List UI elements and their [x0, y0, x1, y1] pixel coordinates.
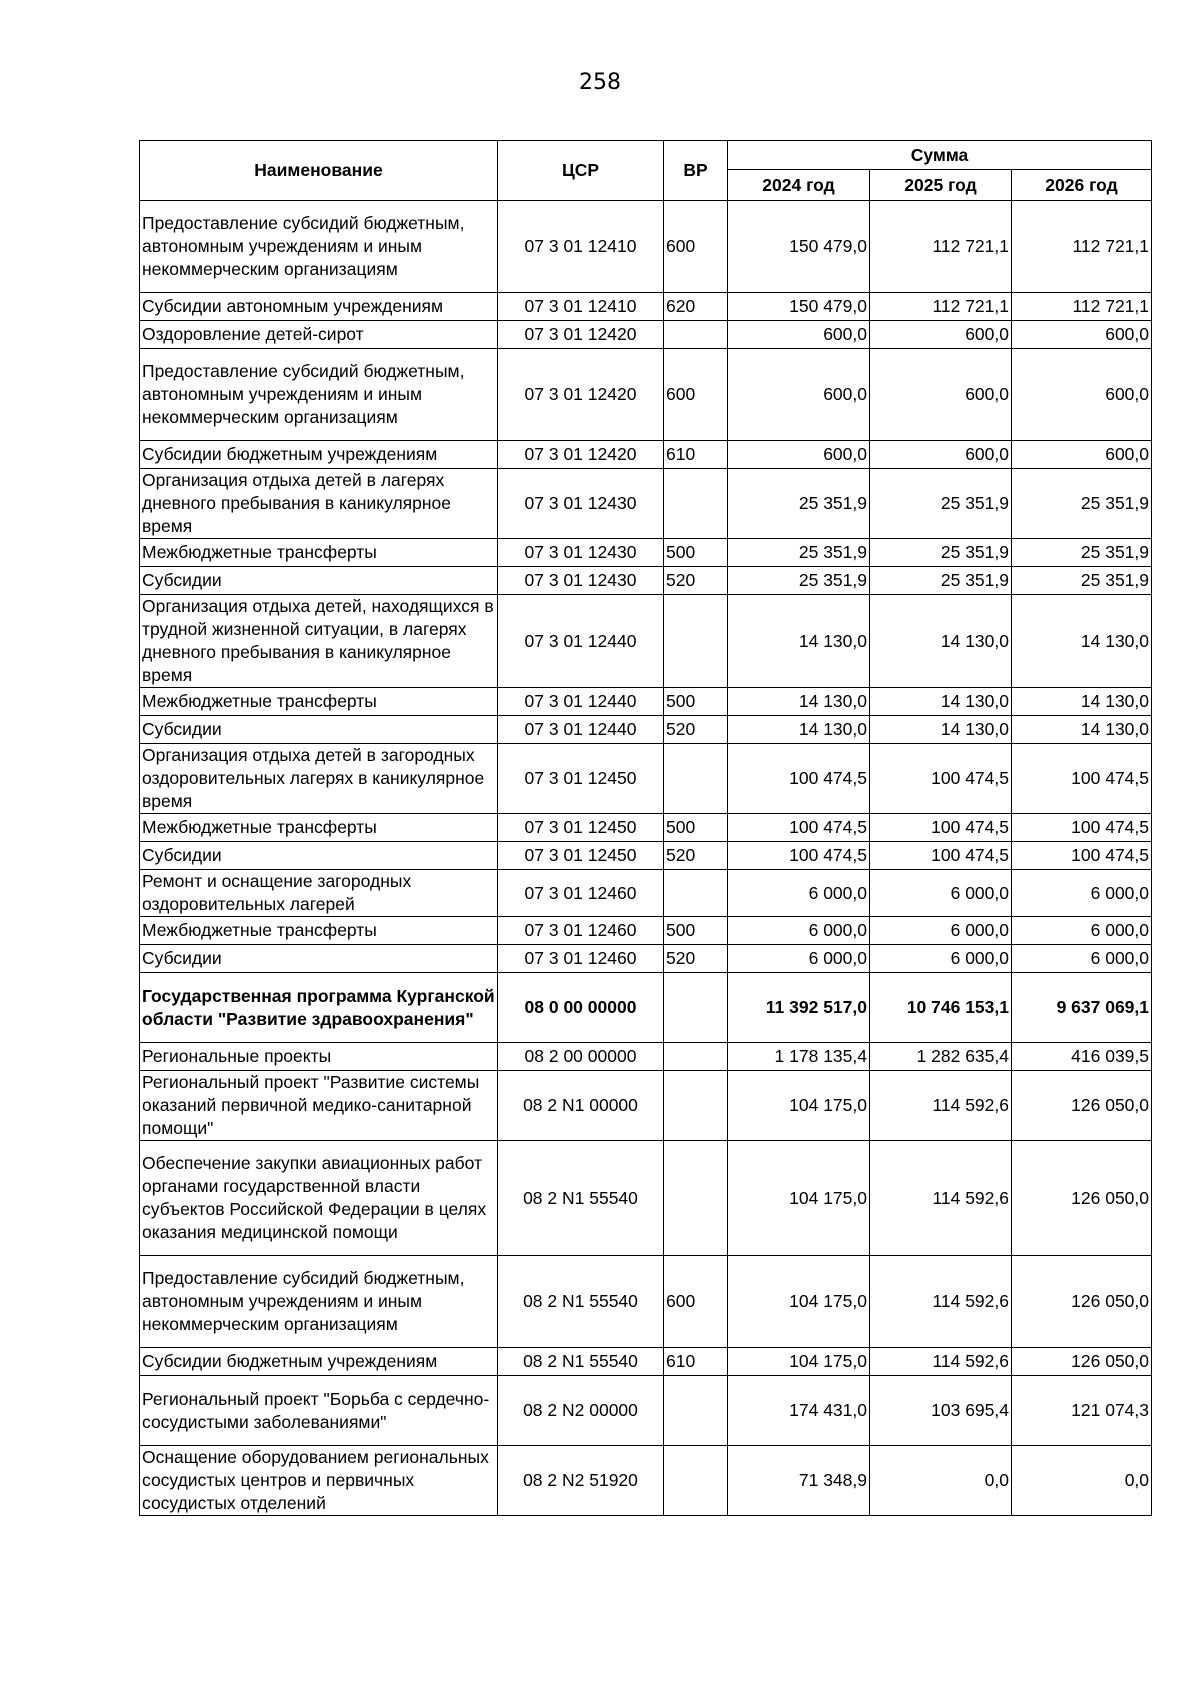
row-amount-2025-cell: 114 592,6	[870, 1141, 1012, 1256]
row-vr-cell	[664, 321, 728, 349]
row-amount-2026-cell: 14 130,0	[1012, 595, 1152, 688]
header-year-2025: 2025 год	[870, 170, 1012, 201]
row-amount-2025-cell: 114 592,6	[870, 1348, 1012, 1376]
row-amount-2025-cell: 114 592,6	[870, 1256, 1012, 1348]
row-name-cell: Субсидии бюджетным учреждениям	[140, 1348, 498, 1376]
row-amount-2026-cell: 126 050,0	[1012, 1348, 1152, 1376]
row-amount-2024-cell: 6 000,0	[728, 870, 870, 917]
row-name-cell: Региональный проект "Развитие системы оказаний первичной медико-санитарной помощи"	[140, 1071, 498, 1141]
row-amount-2025-cell: 14 130,0	[870, 595, 1012, 688]
row-amount-2025-cell: 6 000,0	[870, 917, 1012, 945]
row-vr-cell	[664, 870, 728, 917]
row-amount-2025-cell: 25 351,9	[870, 567, 1012, 595]
row-amount-2025-cell: 100 474,5	[870, 842, 1012, 870]
row-amount-2026-cell: 14 130,0	[1012, 716, 1152, 744]
row-vr-cell	[664, 973, 728, 1043]
row-amount-2026-cell: 6 000,0	[1012, 917, 1152, 945]
header-csr: ЦСР	[498, 141, 664, 201]
row-amount-2024-cell: 25 351,9	[728, 539, 870, 567]
row-csr-cell: 07 3 01 12460	[498, 870, 664, 917]
row-csr-cell: 07 3 01 12450	[498, 842, 664, 870]
row-name-cell: Оснащение оборудованием региональных сосудистых центров и первичных сосудистых отделений	[140, 1446, 498, 1516]
row-amount-2025-cell: 100 474,5	[870, 814, 1012, 842]
row-amount-2026-cell: 25 351,9	[1012, 567, 1152, 595]
row-amount-2026-cell: 6 000,0	[1012, 945, 1152, 973]
table-row	[140, 842, 1152, 870]
row-amount-2026-cell: 600,0	[1012, 349, 1152, 441]
header-name: Наименование	[140, 141, 498, 201]
row-csr-cell: 07 3 01 12450	[498, 814, 664, 842]
row-amount-2026-cell: 0,0	[1012, 1446, 1152, 1516]
row-vr-cell: 620	[664, 293, 728, 321]
row-csr-cell: 07 3 01 12430	[498, 567, 664, 595]
row-amount-2026-cell: 600,0	[1012, 441, 1152, 469]
row-amount-2025-cell: 600,0	[870, 441, 1012, 469]
row-amount-2026-cell: 126 050,0	[1012, 1071, 1152, 1141]
row-amount-2026-cell: 100 474,5	[1012, 814, 1152, 842]
table-row	[140, 973, 1152, 1043]
row-amount-2024-cell: 150 479,0	[728, 201, 870, 293]
budget-table	[139, 140, 1152, 1516]
row-csr-cell: 08 2 N2 51920	[498, 1446, 664, 1516]
row-amount-2024-cell: 14 130,0	[728, 688, 870, 716]
row-amount-2026-cell: 112 721,1	[1012, 293, 1152, 321]
row-name-cell: Субсидии автономным учреждениям	[140, 293, 498, 321]
row-amount-2025-cell: 112 721,1	[870, 201, 1012, 293]
row-amount-2025-cell: 114 592,6	[870, 1071, 1012, 1141]
table-row	[140, 716, 1152, 744]
row-amount-2024-cell: 150 479,0	[728, 293, 870, 321]
row-vr-cell: 500	[664, 814, 728, 842]
table-row	[140, 293, 1152, 321]
table-row	[140, 945, 1152, 973]
row-csr-cell: 07 3 01 12440	[498, 688, 664, 716]
table-row	[140, 1043, 1152, 1071]
table-row	[140, 1348, 1152, 1376]
row-amount-2025-cell: 600,0	[870, 321, 1012, 349]
row-name-cell: Организация отдыха детей в лагерях дневного пребывания в каникулярное время	[140, 469, 498, 539]
row-csr-cell: 07 3 01 12460	[498, 917, 664, 945]
row-vr-cell: 500	[664, 539, 728, 567]
table-row	[140, 539, 1152, 567]
row-amount-2025-cell: 14 130,0	[870, 716, 1012, 744]
row-vr-cell: 610	[664, 1348, 728, 1376]
table-row	[140, 814, 1152, 842]
row-name-cell: Оздоровление детей-сирот	[140, 321, 498, 349]
row-amount-2025-cell: 10 746 153,1	[870, 973, 1012, 1043]
row-csr-cell: 07 3 01 12420	[498, 321, 664, 349]
row-amount-2025-cell: 600,0	[870, 349, 1012, 441]
row-csr-cell: 08 2 N1 55540	[498, 1348, 664, 1376]
table-row	[140, 1446, 1152, 1516]
row-amount-2025-cell: 6 000,0	[870, 945, 1012, 973]
row-csr-cell: 08 2 00 00000	[498, 1043, 664, 1071]
row-amount-2024-cell: 600,0	[728, 321, 870, 349]
row-amount-2025-cell: 25 351,9	[870, 539, 1012, 567]
row-name-cell: Субсидии	[140, 842, 498, 870]
row-csr-cell: 07 3 01 12440	[498, 595, 664, 688]
row-csr-cell: 08 0 00 00000	[498, 973, 664, 1043]
header-sum: Сумма	[728, 141, 1152, 170]
row-amount-2024-cell: 100 474,5	[728, 814, 870, 842]
row-name-cell: Субсидии бюджетным учреждениям	[140, 441, 498, 469]
row-vr-cell: 520	[664, 945, 728, 973]
row-amount-2024-cell: 25 351,9	[728, 469, 870, 539]
row-amount-2024-cell: 104 175,0	[728, 1256, 870, 1348]
row-amount-2026-cell: 14 130,0	[1012, 688, 1152, 716]
row-name-cell: Государственная программа Курганской области "Развитие здравоохранения"	[140, 973, 498, 1043]
row-name-cell: Организация отдыха детей, находящихся в трудной жизненной ситуации, в лагерях дневного пребывания в каникулярное время	[140, 595, 498, 688]
row-name-cell: Межбюджетные трансферты	[140, 688, 498, 716]
row-amount-2024-cell: 71 348,9	[728, 1446, 870, 1516]
row-csr-cell: 07 3 01 12450	[498, 744, 664, 814]
row-name-cell: Региональные проекты	[140, 1043, 498, 1071]
row-amount-2026-cell: 25 351,9	[1012, 539, 1152, 567]
row-amount-2026-cell: 416 039,5	[1012, 1043, 1152, 1071]
row-amount-2026-cell: 112 721,1	[1012, 201, 1152, 293]
row-name-cell: Региональный проект "Борьба с сердечно-сосудистыми заболеваниями"	[140, 1376, 498, 1446]
row-amount-2024-cell: 11 392 517,0	[728, 973, 870, 1043]
row-amount-2025-cell: 100 474,5	[870, 744, 1012, 814]
row-csr-cell: 07 3 01 12440	[498, 716, 664, 744]
row-vr-cell: 500	[664, 917, 728, 945]
row-amount-2026-cell: 6 000,0	[1012, 870, 1152, 917]
row-amount-2026-cell: 126 050,0	[1012, 1256, 1152, 1348]
row-vr-cell: 610	[664, 441, 728, 469]
row-amount-2024-cell: 6 000,0	[728, 917, 870, 945]
row-name-cell: Межбюджетные трансферты	[140, 814, 498, 842]
row-amount-2025-cell: 0,0	[870, 1446, 1012, 1516]
table-row	[140, 744, 1152, 814]
row-vr-cell	[664, 469, 728, 539]
table-row	[140, 1141, 1152, 1256]
row-amount-2024-cell: 14 130,0	[728, 716, 870, 744]
row-amount-2024-cell: 100 474,5	[728, 744, 870, 814]
row-name-cell: Предоставление субсидий бюджетным, автономным учреждениям и иным некоммерческим организациям	[140, 349, 498, 441]
row-vr-cell: 520	[664, 716, 728, 744]
table-body	[140, 201, 1152, 1516]
row-csr-cell: 07 3 01 12410	[498, 201, 664, 293]
table-row	[140, 1256, 1152, 1348]
row-amount-2026-cell: 126 050,0	[1012, 1141, 1152, 1256]
row-amount-2024-cell: 100 474,5	[728, 842, 870, 870]
row-vr-cell: 600	[664, 201, 728, 293]
table-row	[140, 870, 1152, 917]
row-vr-cell	[664, 744, 728, 814]
row-vr-cell	[664, 1141, 728, 1256]
row-amount-2025-cell: 103 695,4	[870, 1376, 1012, 1446]
row-name-cell: Обеспечение закупки авиационных работ органами государственной власти субъектов Российской Федерации в целях оказания медицинской помощи	[140, 1141, 498, 1256]
row-amount-2025-cell: 25 351,9	[870, 469, 1012, 539]
row-amount-2024-cell: 104 175,0	[728, 1348, 870, 1376]
row-amount-2026-cell: 100 474,5	[1012, 842, 1152, 870]
row-csr-cell: 07 3 01 12430	[498, 539, 664, 567]
header-year-2024: 2024 год	[728, 170, 870, 201]
table-row	[140, 349, 1152, 441]
row-amount-2025-cell: 1 282 635,4	[870, 1043, 1012, 1071]
header-year-2026: 2026 год	[1012, 170, 1152, 201]
row-amount-2024-cell: 1 178 135,4	[728, 1043, 870, 1071]
table-row	[140, 917, 1152, 945]
row-csr-cell: 07 3 01 12460	[498, 945, 664, 973]
row-amount-2024-cell: 14 130,0	[728, 595, 870, 688]
row-csr-cell: 08 2 N1 00000	[498, 1071, 664, 1141]
row-amount-2024-cell: 174 431,0	[728, 1376, 870, 1446]
row-amount-2025-cell: 6 000,0	[870, 870, 1012, 917]
row-csr-cell: 08 2 N1 55540	[498, 1141, 664, 1256]
row-vr-cell	[664, 1446, 728, 1516]
row-amount-2026-cell: 25 351,9	[1012, 469, 1152, 539]
row-amount-2025-cell: 112 721,1	[870, 293, 1012, 321]
page-number: 258	[579, 70, 621, 95]
row-name-cell: Ремонт и оснащение загородных оздоровительных лагерей	[140, 870, 498, 917]
row-vr-cell: 600	[664, 1256, 728, 1348]
row-name-cell: Предоставление субсидий бюджетным, автономным учреждениям и иным некоммерческим организациям	[140, 201, 498, 293]
row-name-cell: Субсидии	[140, 945, 498, 973]
row-amount-2026-cell: 600,0	[1012, 321, 1152, 349]
table-row	[140, 595, 1152, 688]
table-row	[140, 469, 1152, 539]
row-vr-cell: 600	[664, 349, 728, 441]
row-amount-2026-cell: 121 074,3	[1012, 1376, 1152, 1446]
row-name-cell: Организация отдыха детей в загородных оздоровительных лагерях в каникулярное время	[140, 744, 498, 814]
row-name-cell: Субсидии	[140, 567, 498, 595]
table-row	[140, 567, 1152, 595]
table-row	[140, 321, 1152, 349]
table-row	[140, 1071, 1152, 1141]
row-amount-2024-cell: 25 351,9	[728, 567, 870, 595]
row-amount-2026-cell: 9 637 069,1	[1012, 973, 1152, 1043]
row-amount-2024-cell: 6 000,0	[728, 945, 870, 973]
row-vr-cell	[664, 1071, 728, 1141]
row-amount-2024-cell: 600,0	[728, 349, 870, 441]
row-csr-cell: 07 3 01 12430	[498, 469, 664, 539]
row-amount-2024-cell: 104 175,0	[728, 1071, 870, 1141]
row-amount-2025-cell: 14 130,0	[870, 688, 1012, 716]
row-amount-2026-cell: 100 474,5	[1012, 744, 1152, 814]
row-vr-cell: 520	[664, 842, 728, 870]
row-csr-cell: 07 3 01 12420	[498, 349, 664, 441]
row-csr-cell: 08 2 N2 00000	[498, 1376, 664, 1446]
row-csr-cell: 08 2 N1 55540	[498, 1256, 664, 1348]
row-name-cell: Предоставление субсидий бюджетным, автономным учреждениям и иным некоммерческим организациям	[140, 1256, 498, 1348]
row-vr-cell: 520	[664, 567, 728, 595]
row-amount-2024-cell: 600,0	[728, 441, 870, 469]
header-vr: ВР	[664, 141, 728, 201]
row-csr-cell: 07 3 01 12410	[498, 293, 664, 321]
row-vr-cell: 500	[664, 688, 728, 716]
row-name-cell: Субсидии	[140, 716, 498, 744]
row-amount-2024-cell: 104 175,0	[728, 1141, 870, 1256]
table-row	[140, 441, 1152, 469]
table-header	[140, 141, 1152, 201]
row-csr-cell: 07 3 01 12420	[498, 441, 664, 469]
row-vr-cell	[664, 1376, 728, 1446]
row-vr-cell	[664, 595, 728, 688]
table-row	[140, 201, 1152, 293]
table-row	[140, 688, 1152, 716]
row-name-cell: Межбюджетные трансферты	[140, 917, 498, 945]
row-vr-cell	[664, 1043, 728, 1071]
row-name-cell: Межбюджетные трансферты	[140, 539, 498, 567]
table-row	[140, 1376, 1152, 1446]
